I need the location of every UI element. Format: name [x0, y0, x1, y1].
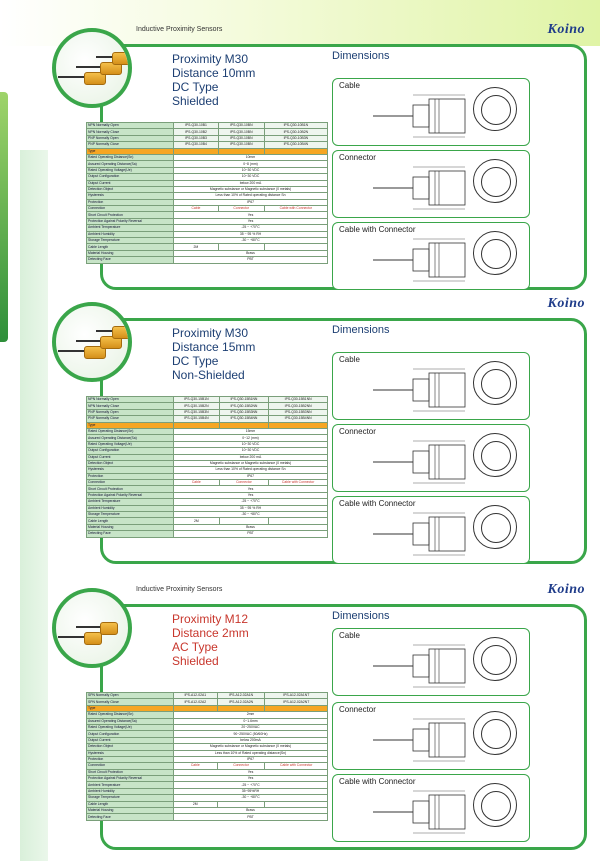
spec-value: 10mm [174, 154, 328, 160]
spec-value: IPS-A12-02A2 [174, 699, 218, 705]
spec-value: Yes [174, 486, 328, 492]
spec-label: Rated Operating Voltage(Ue) [87, 167, 174, 173]
spec-label: PNP Normally Close [87, 416, 174, 422]
spec-value: IPS-Q30-10B4N [264, 142, 327, 148]
dimension-box-cable: Cable [332, 78, 530, 146]
spec-value: PBT [174, 531, 328, 537]
spec-value: Brass [174, 808, 328, 814]
sensor-icon [112, 52, 132, 65]
spec-label: NPN Normally Close [87, 403, 174, 409]
dimension-box-cable-with-connector: Cable with Connector [332, 496, 530, 564]
spec-value: -25 ~ +70°C [174, 782, 328, 788]
dimension-box-cable: Cable [332, 352, 530, 420]
spec-value: Cable [174, 206, 219, 212]
spec-label: Protection [87, 473, 174, 479]
spec-label: Ambient Temperature [87, 499, 174, 505]
front-view-circle [473, 783, 517, 827]
spec-label: Detection Object [87, 744, 174, 750]
spec-value: Cable with Connector [264, 206, 327, 212]
spec-value: IPS-Q30-10B2 [174, 129, 219, 135]
spec-value: IPS-Q30-15B1NN [269, 397, 328, 403]
spec-label: NPN Normally Open [87, 123, 174, 129]
spec-value: IPS-Q30-10BN [218, 142, 264, 148]
front-view-circle [473, 231, 517, 275]
spec-value: 0~8 (mm) [174, 161, 328, 167]
spec-value: 2M [174, 801, 218, 807]
spec-value: Magnetic substance or Magnetic substance (0 metals) [174, 460, 328, 466]
dimension-box-connector: Connector [332, 150, 530, 218]
spec-value: IPS-Q30-10B3N [264, 135, 327, 141]
spec-value: IPS-Q30-10B4 [174, 142, 219, 148]
spec-value: Cable [174, 480, 220, 486]
sensor-icon [84, 632, 102, 645]
dimensions-heading: Dimensions [332, 324, 390, 336]
spec-label: Protection [87, 756, 174, 762]
spec-value: IPS-Q30-15B1N [174, 397, 220, 403]
spec-label: Type [87, 422, 174, 428]
spec-row [87, 257, 328, 263]
product-image-circle [52, 588, 132, 668]
dimension-box-connector: Connector [332, 702, 530, 770]
spec-table [86, 396, 328, 538]
front-view-circle [473, 433, 517, 477]
spec-label: Assured Operating Distance(Sa) [87, 435, 174, 441]
spec-label: Connection [87, 480, 174, 486]
spec-value: 20~250VAC [174, 724, 328, 730]
spec-label: Hysteresis [87, 467, 174, 473]
front-view-circle [473, 361, 517, 405]
spec-table [86, 692, 328, 821]
spec-value: Brass [174, 250, 328, 256]
spec-value: below 200 mA [174, 180, 328, 186]
spec-value: 2M [174, 244, 219, 250]
brand-logo: Koino [547, 582, 585, 597]
product-image-circle [52, 302, 132, 382]
spec-value: Less than 10% of Rated operating distance Sn [174, 193, 328, 199]
spec-value: Brass [174, 524, 328, 530]
spec-label: Assured Operating Distance(Sa) [87, 161, 174, 167]
spec-value: Cable with Connector [265, 763, 328, 769]
spec-label: Detecting Face [87, 531, 174, 537]
spec-label: Protection Against Polarity Reversal [87, 492, 174, 498]
front-view-circle [473, 159, 517, 203]
spec-label: Detection Object [87, 186, 174, 192]
spec-value: Yes [174, 769, 328, 775]
spec-label: Material Housing [87, 808, 174, 814]
spec-value: Less than 10% of Rated operating distance Sn [174, 467, 328, 473]
spec-label: Type [87, 148, 174, 154]
spec-label: Output Configuration [87, 448, 174, 454]
spec-label: Cable Length [87, 801, 174, 807]
spec-label: Ambient Humidity [87, 505, 174, 511]
front-view-circle [473, 87, 517, 131]
brand-logo: Koino [547, 296, 585, 311]
spec-value: 0~1.6mm [174, 718, 328, 724]
spec-label: Connection [87, 206, 174, 212]
spec-label: Ambient Temperature [87, 225, 174, 231]
spec-value: Magnetic substance or Magnetic substance (0 metals) [174, 186, 328, 192]
spec-value: IPS-Q30-10BN [218, 123, 264, 129]
spec-value: IPS-Q30-15B2N [174, 403, 220, 409]
spec-label: Connection [87, 763, 174, 769]
spec-value: IPS-A12-02A2N [217, 699, 265, 705]
spec-value: -25 ~ +70°C [174, 499, 328, 505]
dimension-box-cable-with-connector: Cable with Connector [332, 774, 530, 842]
spec-label: Protection Against Polarity Reversal [87, 776, 174, 782]
spec-row [87, 531, 328, 537]
spec-value: IPS-Q30-15B1NN [219, 397, 269, 403]
spec-label: Short Circuit Protection [87, 486, 174, 492]
spec-label: Storage Temperature [87, 795, 174, 801]
spec-value: IPS-Q30-15B2NN [219, 403, 269, 409]
spec-value: IPS-Q30-10BN [218, 129, 264, 135]
spec-value: Less than 10% of Rated operating distance(Sn) [174, 750, 328, 756]
spec-value: Cable [174, 763, 218, 769]
brand-logo: Koino [547, 22, 585, 37]
spec-label: Detecting Face [87, 257, 174, 263]
spec-value: IPS-Q30-15B3N [174, 409, 220, 415]
spec-value: Yes [174, 212, 328, 218]
spec-label: Rated Operating Voltage(Ue) [87, 724, 174, 730]
spec-value: 2M [174, 518, 220, 524]
spec-value: IP67 [174, 756, 328, 762]
spec-label: Short Circuit Protection [87, 769, 174, 775]
spec-value: 35 ~ 95 % RH [174, 505, 328, 511]
spec-value: 2mm [174, 712, 328, 718]
spec-value: IPS-A12-02A1NT [265, 693, 328, 699]
spec-value: 35~95%RH [174, 788, 328, 794]
product-title: Proximity M12 Distance 2mm AC Type Shielded [172, 612, 249, 668]
spec-value: IP67 [174, 473, 328, 479]
spec-label: Ambient Humidity [87, 231, 174, 237]
spec-label: Material Housing [87, 524, 174, 530]
spec-label: Hysteresis [87, 193, 174, 199]
spec-label: SPN Normally Open [87, 693, 174, 699]
spec-value: below 200mA [174, 737, 328, 743]
spec-label: Output Configuration [87, 731, 174, 737]
spec-label: Protection Against Polarity Reversal [87, 218, 174, 224]
spec-label: PNP Normally Open [87, 409, 174, 415]
spec-label: Detection Object [87, 460, 174, 466]
dimension-box-connector: Connector [332, 424, 530, 492]
spec-value: IP67 [174, 199, 328, 205]
spec-value: -30 ~ +80°C [174, 795, 328, 801]
spec-value: 0~12 (mm) [174, 435, 328, 441]
spec-value: 90~250VAC (50/60Hz) [174, 731, 328, 737]
spec-value: 35 ~ 95 % RH [174, 231, 328, 237]
spec-label: Output Current [87, 454, 174, 460]
dimension-box-cable-with-connector: Cable with Connector [332, 222, 530, 290]
spec-value: IPS-Q30-15B2NN [269, 403, 328, 409]
spec-value: 15mm [174, 428, 328, 434]
spec-label: Detecting Face [87, 814, 174, 820]
spec-value: Connector [217, 763, 265, 769]
product-section-m30-15mm [38, 296, 593, 564]
spec-value: IPS-Q30-15B3NN [219, 409, 269, 415]
spec-table [86, 122, 328, 264]
spec-value: IPS-Q30-10B3 [174, 135, 219, 141]
spec-label: Ambient Humidity [87, 788, 174, 794]
spec-value: PBT [174, 257, 328, 263]
spec-value: -30 ~ +80°C [174, 512, 328, 518]
left-accent-bar [0, 92, 8, 342]
spec-label: Rated Operating Distance(Sn) [87, 712, 174, 718]
spec-value: IPS-Q30-15B4NN [269, 416, 328, 422]
sensor-icon [112, 326, 132, 339]
product-section-m12-2mm [38, 582, 593, 850]
spec-value: Magnetic substance or Magnetic substance (0 metals) [174, 744, 328, 750]
front-view-circle [473, 505, 517, 549]
spec-label: Hysteresis [87, 750, 174, 756]
front-view-circle [473, 711, 517, 755]
product-title: Proximity M30 Distance 10mm DC Type Shielded [172, 52, 256, 108]
spec-value: below 200 mA [174, 454, 328, 460]
spec-value: IPS-A12-02A2NT [265, 699, 328, 705]
product-section-m30-10mm [38, 22, 593, 290]
spec-label: Ambient Temperature [87, 782, 174, 788]
spec-label: Rated Operating Distance(Sn) [87, 428, 174, 434]
spec-value: PBT [174, 814, 328, 820]
spec-value: IPS-Q30-15B3NN [269, 409, 328, 415]
spec-label: Storage Temperature [87, 238, 174, 244]
spec-label: Rated Operating Voltage(Ue) [87, 441, 174, 447]
spec-label: Assured Operating Distance(Sa) [87, 718, 174, 724]
spec-label: Storage Temperature [87, 512, 174, 518]
spec-value: -30 ~ +80°C [174, 238, 328, 244]
spec-label: Cable Length [87, 244, 174, 250]
spec-value: 10~30 VDC [174, 174, 328, 180]
spec-value: 10~30 VDC [174, 441, 328, 447]
spec-label: Rated Operating Distance(Sn) [87, 154, 174, 160]
spec-value: IPS-Q30-15B4NN [219, 416, 269, 422]
spec-value: IPS-Q30-15B4N [174, 416, 220, 422]
dimensions-heading: Dimensions [332, 610, 390, 622]
spec-label: Output Current [87, 737, 174, 743]
spec-value: IPS-A12-02A1N [217, 693, 265, 699]
dimensions-heading: Dimensions [332, 50, 390, 62]
spec-value: Yes [174, 218, 328, 224]
spec-row [87, 814, 328, 820]
spec-value: Yes [174, 492, 328, 498]
spec-label: Material Housing [87, 250, 174, 256]
spec-label: SPN Normally Close [87, 699, 174, 705]
spec-value: IPS-A12-02A1 [174, 693, 218, 699]
spec-label: PNP Normally Open [87, 135, 174, 141]
spec-value: IPS-Q30-10B1 [174, 123, 219, 129]
spec-value: Yes [174, 776, 328, 782]
spec-label: Protection [87, 199, 174, 205]
spec-label: NPN Normally Close [87, 129, 174, 135]
spec-value: 10~30 VDC [174, 167, 328, 173]
header-label: Inductive Proximity Sensors [136, 586, 223, 593]
spec-value: Connector [219, 480, 269, 486]
spec-label: Output Current [87, 180, 174, 186]
spec-value: Connector [218, 206, 264, 212]
spec-label: Output Configuration [87, 174, 174, 180]
spec-value: IPS-Q30-10B2N [264, 129, 327, 135]
spec-label: Cable Length [87, 518, 174, 524]
spec-value: -25 ~ +70°C [174, 225, 328, 231]
spec-label: PNP Normally Close [87, 142, 174, 148]
product-image-circle [52, 28, 132, 108]
spec-label: Type [87, 705, 174, 711]
dimension-box-cable: Cable [332, 628, 530, 696]
spec-label: NPN Normally Open [87, 397, 174, 403]
spec-value: 10~30 VDC [174, 448, 328, 454]
spec-value: Cable with Connector [269, 480, 328, 486]
sensor-icon [100, 622, 118, 635]
spec-label: Short Circuit Protection [87, 212, 174, 218]
spec-value: IPS-Q30-10BN [218, 135, 264, 141]
header-label: Inductive Proximity Sensors [136, 26, 223, 33]
front-view-circle [473, 637, 517, 681]
spec-value: IPS-Q30-10B1N [264, 123, 327, 129]
product-title: Proximity M30 Distance 15mm DC Type Non-Shielded [172, 326, 256, 382]
